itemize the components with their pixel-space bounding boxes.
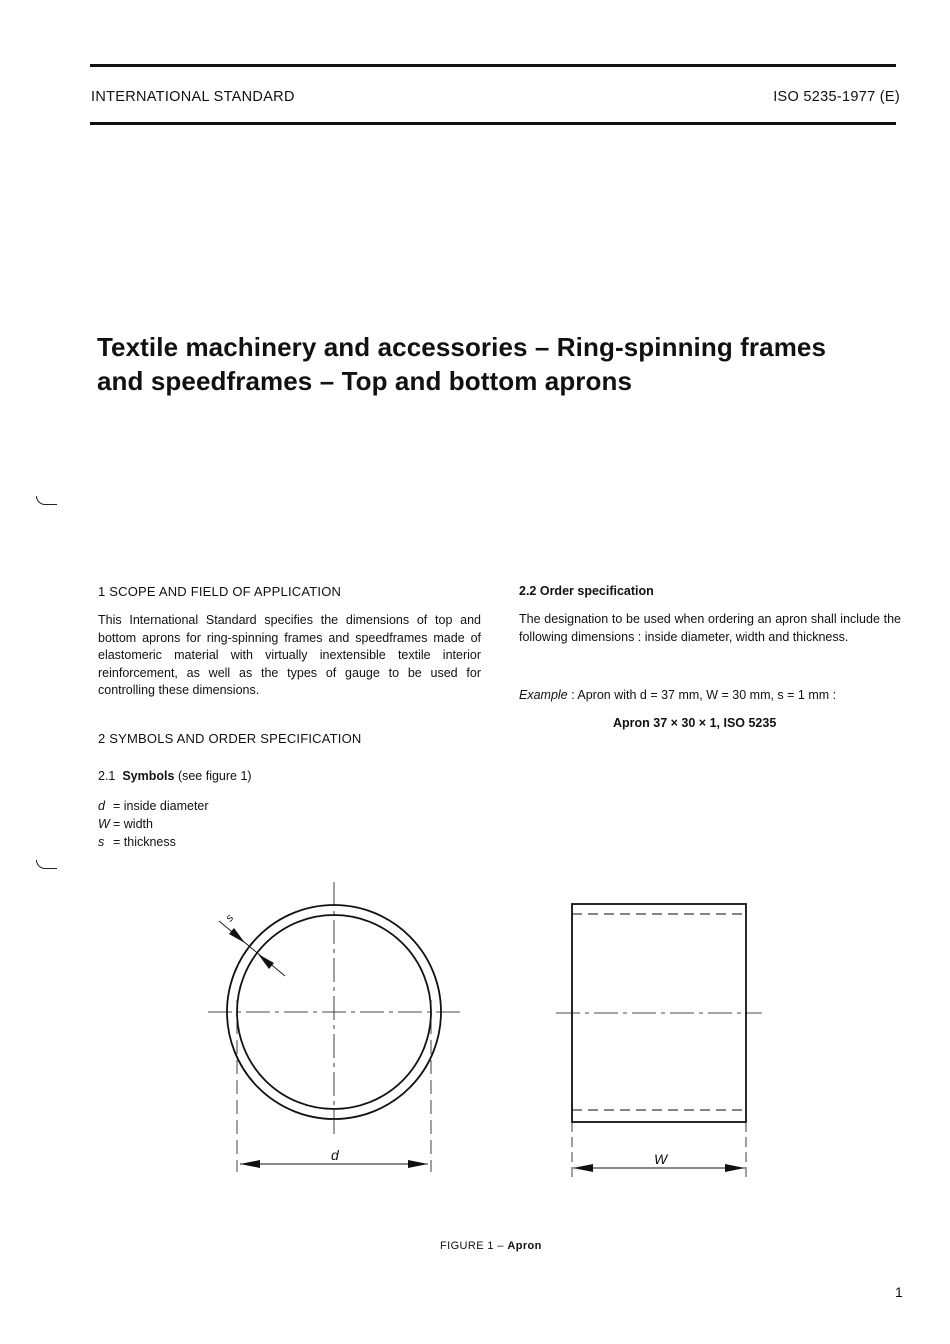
- apron-ring-view: [208, 882, 460, 1172]
- section-2-1-note: (see figure 1): [177, 769, 252, 783]
- dimension-arrow-d-left: [240, 1160, 260, 1168]
- figure-caption-prefix: FIGURE 1 –: [440, 1240, 508, 1252]
- margin-mark-2: [36, 860, 57, 869]
- symbol-row-d: [98, 797, 209, 815]
- section-2-heading: 2 SYMBOLS AND ORDER SPECIFICATION: [98, 731, 362, 746]
- header-bottom-rule: [90, 122, 896, 125]
- figure-label-d: d: [331, 1147, 339, 1163]
- title-line-1: Textile machinery and accessories – Ring-spinning frames: [97, 332, 827, 362]
- symbol-row-w: [98, 815, 209, 833]
- section-1-text: This International Standard specifies the dimensions of top and bottom aprons for ring-spinning frames and speedframes made of elastomeric material with virtually inextensible textile interior reinforcement, as well as the types of gauge to be used for controlling these dimensions.: [98, 613, 481, 697]
- symbol-row-s: [98, 833, 209, 851]
- dimension-arrow-w-right: [725, 1164, 745, 1172]
- symbol-w-desc: = width: [113, 817, 153, 831]
- symbol-s-desc: = thickness: [113, 835, 176, 849]
- section-2-2-heading: [519, 584, 654, 598]
- section-2-2-heading-text: 2.2 Order specification: [519, 584, 654, 598]
- section-2-1-title: Symbols: [122, 769, 175, 783]
- header-standard-number: ISO 5235-1977 (E): [773, 89, 900, 105]
- thickness-arrow-outer: [229, 928, 245, 943]
- symbol-list: [98, 797, 209, 851]
- section-2-1-number: 2.1: [98, 769, 116, 783]
- apron-side-view: [556, 904, 762, 1178]
- section-1-heading: 1 SCOPE AND FIELD OF APPLICATION: [98, 584, 342, 599]
- example-line: [519, 688, 836, 702]
- symbol-d-desc: = inside diameter: [113, 799, 209, 813]
- designation: [613, 716, 776, 730]
- page-number: 1: [895, 1284, 903, 1300]
- symbol-w: W: [98, 817, 110, 831]
- thickness-arrow-inner: [258, 954, 274, 969]
- section-2-1-heading: [98, 769, 252, 783]
- apron-figure: [0, 870, 950, 1190]
- example-text: : Apron with d = 37 mm, W = 30 mm, s = 1 mm :: [567, 688, 837, 702]
- figure-label-s: s: [223, 912, 237, 925]
- figure-label-w: W: [654, 1151, 668, 1167]
- header-top-rule: [90, 64, 896, 67]
- figure-caption: [440, 1240, 542, 1252]
- example-label: Example: [519, 688, 568, 702]
- thickness-leader: [219, 921, 285, 976]
- header-standard-label: INTERNATIONAL STANDARD: [91, 89, 295, 105]
- designation-text: Apron 37 × 30 × 1, ISO 5235: [613, 716, 777, 730]
- section-2-2-text: The designation to be used when ordering an apron shall include the following dimensions : inside diameter, width and thickness.: [519, 612, 901, 644]
- margin-mark-1: [36, 496, 57, 505]
- figure-caption-title: Apron: [507, 1240, 542, 1252]
- title-line-2: and speedframes – Top and bottom aprons: [97, 366, 633, 396]
- dimension-arrow-d-right: [408, 1160, 428, 1168]
- document-title: [97, 330, 897, 398]
- dimension-arrow-w-left: [573, 1164, 593, 1172]
- symbol-d: d: [98, 799, 105, 813]
- symbol-s: s: [98, 835, 105, 849]
